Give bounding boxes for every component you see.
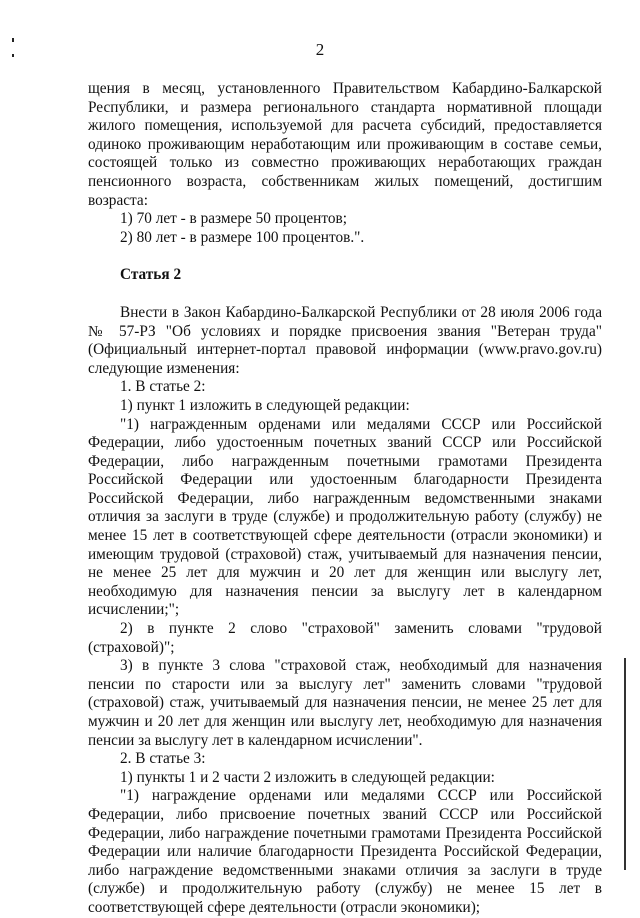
paragraph: "1) награждение орденами или медалями СССР или Российской Федерации, либо присвоение почетных званий СССР или Российской Федерации, либо награждение почетными грамотами Президента Российской Федерации или наличие благодарности Президента Российской Федерации, либо награждение ведомственными знаками отличия за заслуги в труде (службе) и продолжительную работу (службу) не менее 15 лет в соответствующей сфере деятельности (отрасли экономики); (88, 787, 602, 916)
document-body (88, 80, 602, 918)
paragraph: 1. В статье 2: (120, 378, 206, 396)
paragraph: 1) пункт 1 изложить в следующей редакции: (120, 396, 410, 414)
paragraph: 2. В статье 3: (120, 750, 206, 768)
article-heading: Статья 2 (120, 266, 182, 284)
list-item: 2) 80 лет - в размере 100 процентов.". (120, 228, 365, 246)
paragraph: 3) в пункте 3 слова "страховой стаж, необходимый для назначения пенсии по старости или за выслугу лет" заменить словами "трудовой (страховой) стаж, учитываемый для назначения пенсии, не менее 25 лет для мужчин и 20 лет для женщин или выслугу лет, необходимую для назначения пенсии за выслугу лет в календарном исчислении". (88, 657, 602, 749)
paragraph: 1) пункты 1 и 2 части 2 изложить в следующей редакции: (120, 768, 495, 786)
margin-bar (624, 658, 626, 870)
page-number: 2 (315, 40, 325, 59)
paragraph-continuation: щения в месяц, установленного Правительством Кабардино-Балкарской Республики, и размера регионального стандарта нормативной площади жилого помещения, используемой для расчета субсидий, предоставляется одиноко проживающим неработающим или проживающим в составе семьи, состоящей только из совместно проживающих неработающих граждан пенсионного возраста, собственникам жилых помещений, достигшим возраста: (88, 80, 602, 209)
paragraph: 2) в пункте 2 слово "страховой" заменить словами "трудовой (страховой)"; (88, 620, 602, 656)
paragraph: "1) награжденным орденами или медалями СССР или Российской Федерации, либо удостоенным почетных званий СССР или Российской Федерации, либо награжденным почетными грамотами Президента Российской Федерации или удостоенным благодарности Президента Российской Федерации, либо награжденным ведомственными знаками отличия за заслуги в труде (службе) и продолжительную работу (службу) не менее 15 лет в соответствующей сфере деятельности (отрасли экономики) и имеющим трудовой (страховой) стаж, учитываемый для назначения пенсии, не менее 25 лет для мужчин и 20 лет для женщин или выслугу лет, необходимую для назначения пенсии за выслугу лет в календарном исчислении;"; (88, 415, 602, 619)
paragraph: Внести в Закон Кабардино-Балкарской Республики от 28 июля 2006 года № 57-РЗ "Об условиях и порядке присвоения звания "Ветеран труда" (Официальный интернет-портал правовой информации (www.pravo.gov.ru) следующие изменения: (88, 303, 602, 377)
list-item: 1) 70 лет - в размере 50 процентов; (120, 210, 347, 228)
